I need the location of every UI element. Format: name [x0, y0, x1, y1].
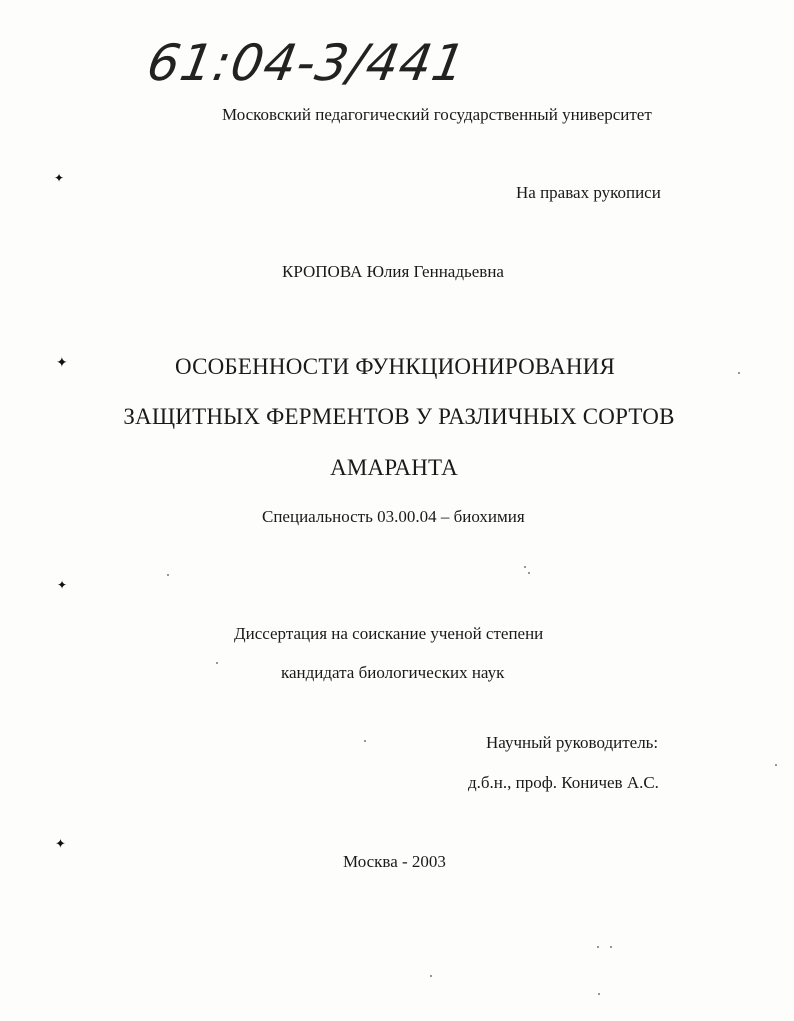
binding-hole-mark-icon: ✦: [57, 578, 68, 592]
handwritten-catalog-code: 61:04-3/441: [142, 34, 471, 92]
supervisor-name: д.б.н., проф. Коничев А.С.: [468, 773, 659, 792]
binding-hole-mark-icon: ✦: [55, 837, 66, 852]
dissertation-line-1: Диссертация на соискание ученой степени: [234, 624, 544, 643]
rights-note: На правах рукописи: [516, 183, 661, 202]
author-name: КРОПОВА Юлия Геннадьевна: [282, 262, 504, 281]
scan-speck: [430, 975, 432, 977]
supervisor-label: Научный руководитель:: [486, 733, 659, 752]
scan-speck: [738, 372, 740, 374]
scan-speck: [167, 574, 169, 576]
dissertation-line-2: кандидата биологических наук: [281, 663, 505, 682]
title-line-3: АМАРАНТА: [330, 455, 458, 480]
city-year: Москва - 2003: [343, 852, 446, 871]
university-name: Московский педагогический государственный университет: [222, 105, 652, 124]
scan-speck: [364, 740, 366, 742]
scan-speck: [610, 946, 612, 948]
scan-speck: [598, 993, 600, 995]
title-line-2: ЗАЩИТНЫХ ФЕРМЕНТОВ У РАЗЛИЧНЫХ СОРТОВ: [123, 404, 675, 429]
specialty: Специальность 03.00.04 – биохимия: [262, 507, 525, 526]
binding-hole-mark-icon: ✦: [54, 171, 65, 185]
title-line-1: ОСОБЕННОСТИ ФУНКЦИОНИРОВАНИЯ: [174, 354, 615, 379]
scan-speck: [528, 572, 530, 574]
scan-speck: [775, 764, 777, 766]
scan-speck: [216, 662, 218, 664]
scan-speck: [597, 946, 599, 948]
binding-hole-mark-icon: ✦: [56, 355, 68, 371]
scan-speck: [524, 566, 526, 568]
